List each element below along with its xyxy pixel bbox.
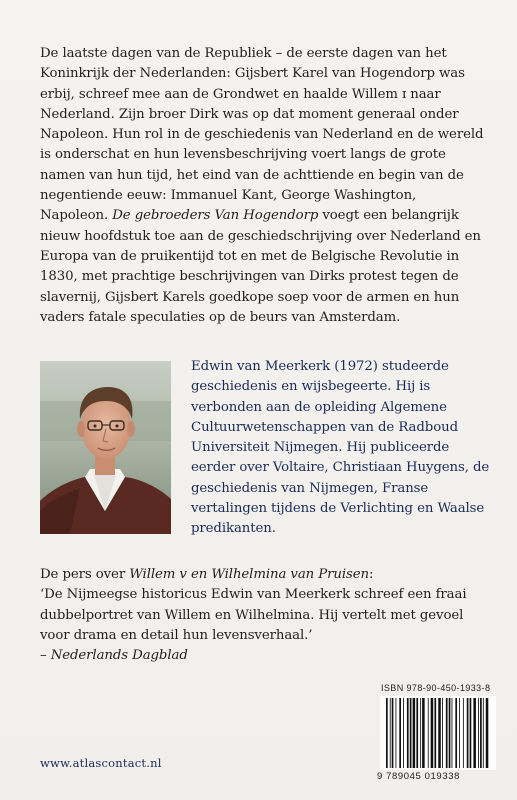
barcode-bar [407, 698, 409, 768]
barcode-bar [413, 698, 416, 768]
press-source: Nederlands Dagblad [50, 648, 188, 664]
isbn-label: ISBN 978-90-450-1933-8 [381, 683, 491, 693]
barcode-bar [480, 698, 482, 768]
barcode-bar [390, 698, 391, 768]
barcode-bar [463, 698, 464, 768]
barcode-bar [428, 698, 429, 768]
book-description [40, 44, 485, 328]
barcode-bar [486, 698, 489, 768]
barcode-bar [438, 698, 441, 768]
description-part-1: De laatste dagen van de Republiek – de eerste dagen van het Koninkrijk der Nederlanden: Gijsbert Karel van Hogendorp was erbij, schreef mee aan de Grondwet en haalde Willem ɪ naar Nederland. Zijn broer Dirk was op dat moment generaal onder Napoleon. Hun rol in de geschiedenis van Nederland en de wereld is onderschat en hun levensbeschrijving voert langs de grote namen van hun tijd, het eind van de achttiende en begin van de negentiende eeuw: Immanuel Kant, George Washington, Napoleon. [40, 46, 484, 224]
press-quote: ‘De Nijmeegse historicus Edwin van Meerkerk schreef een fraai dubbelportret van Willem en Wilhelmina. Hij vertelt met gevoel voor drama en detail hun levensverhaal.’ [40, 587, 467, 643]
barcode-bars [380, 696, 496, 770]
press-section [40, 565, 485, 666]
barcode-bar [478, 698, 479, 768]
barcode-bar [459, 698, 460, 768]
barcode-bar [446, 698, 448, 768]
barcode-bar [416, 698, 418, 768]
barcode-bar [467, 698, 469, 768]
publisher-website: www.atlascontact.nl [40, 756, 162, 770]
barcode-bar [449, 698, 451, 768]
barcode-bar [455, 698, 457, 768]
press-book-title: Willem v en Wilhelmina van Pruisen [129, 567, 369, 582]
barcode-bar [470, 698, 472, 768]
press-intro: De pers over [40, 567, 130, 582]
barcode-bar [483, 698, 484, 768]
barcode-bar [403, 698, 404, 768]
barcode-bar [431, 698, 434, 768]
press-intro-line [40, 565, 485, 585]
barcode-bar [442, 698, 443, 768]
barcode-bar [396, 698, 397, 768]
barcode-bar [386, 698, 388, 768]
barcode-number: 9 789045 019338 [377, 771, 460, 782]
author-portrait-image [40, 361, 171, 534]
barcode-bar [399, 698, 401, 768]
barcode-bar [392, 698, 394, 768]
barcode-bar [422, 698, 425, 768]
barcode [380, 696, 496, 770]
author-photo [40, 361, 171, 534]
press-source-line [40, 646, 485, 666]
barcode-bar [434, 698, 436, 768]
press-dash: – [40, 648, 51, 664]
barcode-bar [473, 698, 476, 768]
description-part-2: voegt een belangrijk nieuw hoofdstuk toe aan de geschiedschrijving over Nederland en Europa van de pruikentijd tot en met de Belgische Revolutie in 1830, met prachtige beschrijvingen van Dirks protest tegen de slavernij, Gijsbert Karels goedkope soep voor de armen en hun vaders fatale speculaties op de beurs van Amsterdam. [40, 208, 481, 325]
author-bio: Edwin van Meerkerk (1972) studeerde geschiedenis en wijsbegeerte. Hij is verbonden aan de opleiding Algemene Cultuurwetenschappen van de Radboud Universiteit Nijmegen. Hij publiceerde eerder over Voltaire, Christiaan Huygens, de geschiedenis van Nijmegen, Franse vertalingen tijdens de Verlichting en Waalse predikanten. [191, 359, 490, 537]
description-book-title: De gebroeders Van Hogendorp [112, 208, 319, 224]
barcode-bar [410, 698, 412, 768]
barcode-bar [420, 698, 421, 768]
press-intro-end: : [368, 567, 374, 582]
barcode-bar [452, 698, 453, 768]
